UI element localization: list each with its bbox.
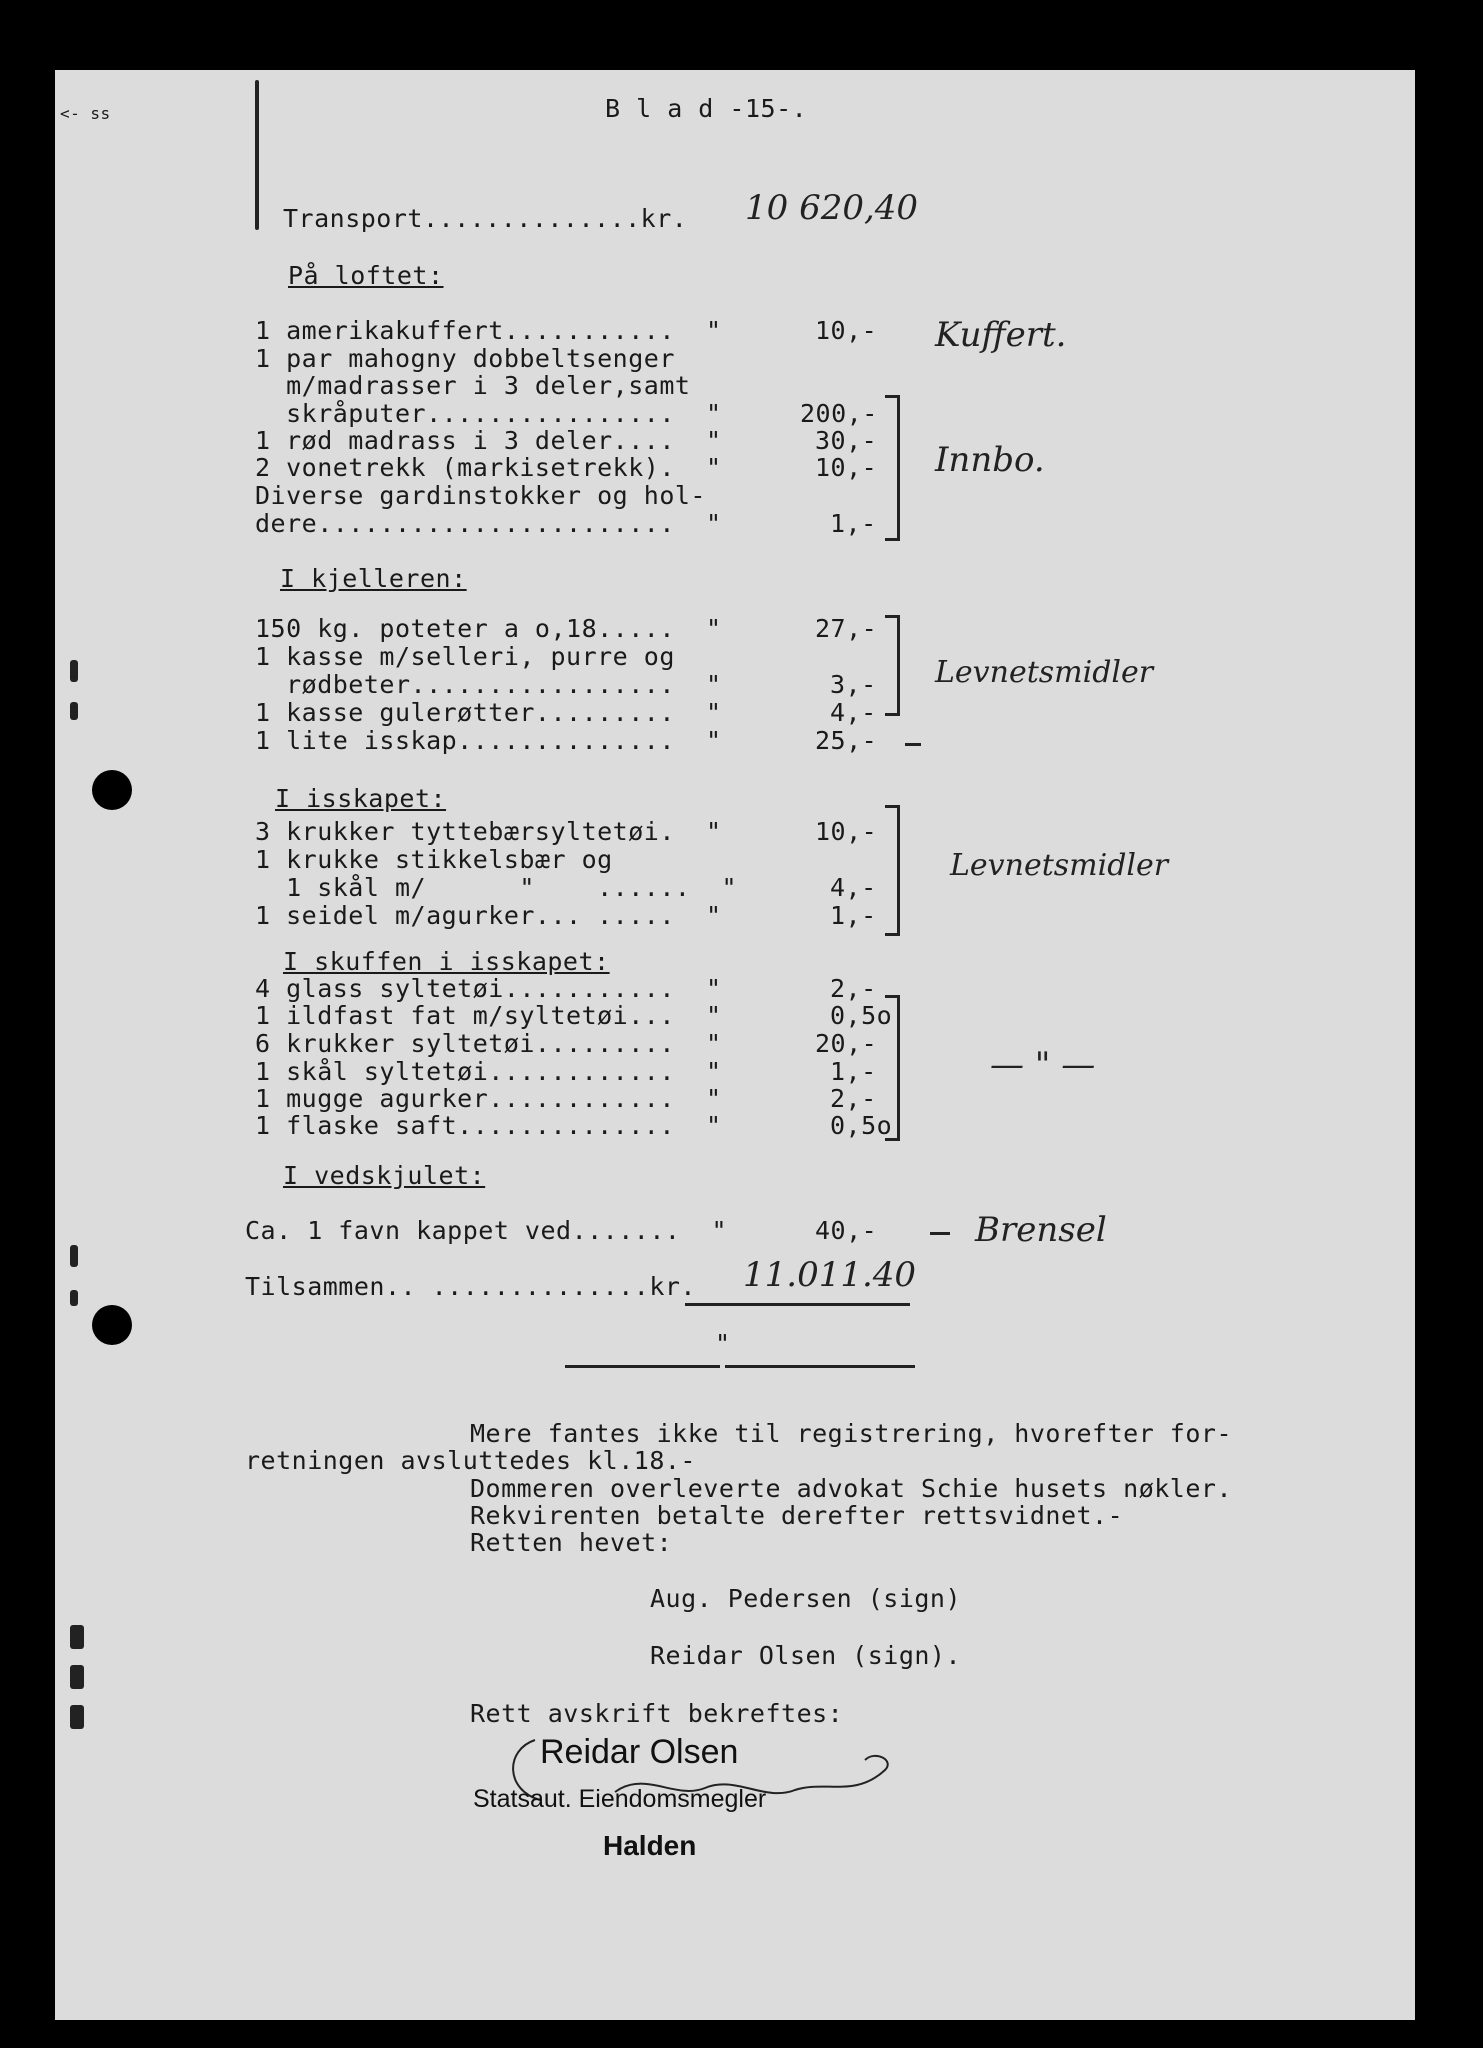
- annotation: Kuffert.: [935, 315, 1067, 355]
- dash-mark: [930, 1232, 950, 1235]
- list-item: 6 krukker syltetøi......... ": [255, 1029, 722, 1058]
- section-heading: På loftet:: [288, 261, 444, 290]
- item-value: 1,-: [830, 901, 877, 930]
- list-item: m/madrasser i 3 deler,samt: [255, 371, 691, 400]
- list-item: Diverse gardinstokker og hol-: [255, 481, 706, 510]
- list-item: skråputer................ ": [255, 399, 722, 428]
- list-item: 1 skål syltetøi............ ": [255, 1057, 722, 1086]
- margin-mark: [70, 1625, 84, 1649]
- margin-mark: [70, 660, 78, 682]
- signature-line: Aug. Pedersen (sign): [650, 1584, 962, 1613]
- list-item: dere....................... ": [255, 509, 722, 538]
- item-value: 0,5o: [830, 1001, 893, 1030]
- list-item: 1 flaske saft.............. ": [255, 1111, 722, 1140]
- brace: [885, 395, 900, 541]
- item-value: 27,-: [815, 614, 878, 643]
- list-item: 1 ildfast fat m/syltetøi... ": [255, 1001, 722, 1030]
- closing-line: retningen avsluttedes kl.18.-: [245, 1446, 696, 1475]
- annotation: Innbo.: [935, 440, 1045, 480]
- list-item: 1 krukke stikkelsbær og: [255, 845, 613, 874]
- list-item: 1 mugge agurker............ ": [255, 1084, 722, 1113]
- list-item: Ca. 1 favn kappet ved....... ": [245, 1216, 728, 1245]
- closing-line: Rekvirenten betalte derefter rettsvidnet.-: [470, 1501, 1124, 1530]
- corner-mark: <- ss: [60, 104, 111, 123]
- stamp-title: Statsaut. Eiendomsmegler: [473, 1785, 767, 1813]
- page-title: B l a d -15-.: [605, 94, 808, 123]
- brace: [885, 805, 900, 936]
- section-heading: I isskapet:: [275, 784, 447, 813]
- annotation: Levnetsmidler: [935, 655, 1154, 690]
- total-label: Tilsammen.. ..............kr.: [245, 1272, 696, 1301]
- section-heading: I skuffen i isskapet:: [283, 947, 610, 976]
- transport-amount: 10 620,40: [745, 188, 919, 228]
- closing-line: Mere fantes ikke til registrering, hvorefter for-: [470, 1419, 1233, 1448]
- list-item: 1 kasse m/selleri, purre og: [255, 642, 675, 671]
- signature-line: Reidar Olsen (sign).: [650, 1641, 962, 1670]
- dash-mark: [905, 743, 921, 746]
- stamp-name: Reidar Olsen: [540, 1733, 739, 1771]
- annotation: — " —: [990, 1045, 1096, 1085]
- item-value: 1,-: [830, 1057, 877, 1086]
- certification-line: Rett avskrift bekreftes:: [470, 1699, 844, 1728]
- item-value: 10,-: [815, 453, 878, 482]
- margin-mark: [255, 80, 259, 230]
- closing-line: Retten hevet:: [470, 1528, 673, 1557]
- closing-rule: [725, 1365, 915, 1368]
- item-value: 3,-: [830, 670, 877, 699]
- item-value: 30,-: [815, 426, 878, 455]
- list-item: 1 amerikakuffert........... ": [255, 316, 722, 345]
- list-item: rødbeter................. ": [255, 670, 722, 699]
- section-heading: I kjelleren:: [280, 564, 467, 593]
- punch-hole: [92, 770, 132, 810]
- margin-mark: [70, 1705, 84, 1729]
- stamp-city: Halden: [603, 1830, 697, 1861]
- item-value: 40,-: [815, 1216, 878, 1245]
- margin-mark: [70, 1290, 78, 1306]
- item-value: 2,-: [830, 974, 877, 1003]
- list-item: 2 vonetrekk (markisetrekk). ": [255, 453, 722, 482]
- item-value: 10,-: [815, 817, 878, 846]
- item-value: 1,-: [830, 509, 877, 538]
- item-value: 2,-: [830, 1084, 877, 1113]
- total-underline: [685, 1303, 910, 1306]
- item-value: 4,-: [830, 698, 877, 727]
- list-item: 1 skål m/ " ...... ": [255, 873, 738, 902]
- brace: [885, 995, 900, 1141]
- item-value: 10,-: [815, 316, 878, 345]
- annotation: Levnetsmidler: [950, 848, 1169, 883]
- margin-mark: [70, 702, 78, 720]
- item-value: 200,-: [800, 399, 878, 428]
- list-item: 1 par mahogny dobbeltsenger: [255, 344, 675, 373]
- ditto-mark: ": [715, 1329, 731, 1358]
- closing-rule: [565, 1365, 720, 1368]
- margin-mark: [70, 1665, 84, 1689]
- annotation: Brensel: [975, 1210, 1107, 1250]
- document-page: [55, 70, 1415, 2020]
- item-value: 4,-: [830, 873, 877, 902]
- list-item: 1 seidel m/agurker... ..... ": [255, 901, 722, 930]
- section-heading: I vedskjulet:: [283, 1161, 486, 1190]
- item-value: 25,-: [815, 726, 878, 755]
- list-item: 1 rød madrass i 3 deler.... ": [255, 426, 722, 455]
- list-item: 1 kasse gulerøtter......... ": [255, 698, 722, 727]
- closing-line: Dommeren overleverte advokat Schie husets nøkler.: [470, 1474, 1233, 1503]
- total-amount: 11.011.40: [743, 1255, 917, 1295]
- list-item: 150 kg. poteter a o,18..... ": [255, 614, 722, 643]
- brace: [885, 615, 900, 716]
- item-value: 0,5o: [830, 1111, 893, 1140]
- item-value: 20,-: [815, 1029, 878, 1058]
- punch-hole: [92, 1305, 132, 1345]
- list-item: 3 krukker tyttebærsyltetøi. ": [255, 817, 722, 846]
- list-item: 4 glass syltetøi........... ": [255, 974, 722, 1003]
- margin-mark: [70, 1245, 78, 1267]
- list-item: 1 lite isskap.............. ": [255, 726, 722, 755]
- transport-label: Transport..............kr.: [283, 204, 688, 233]
